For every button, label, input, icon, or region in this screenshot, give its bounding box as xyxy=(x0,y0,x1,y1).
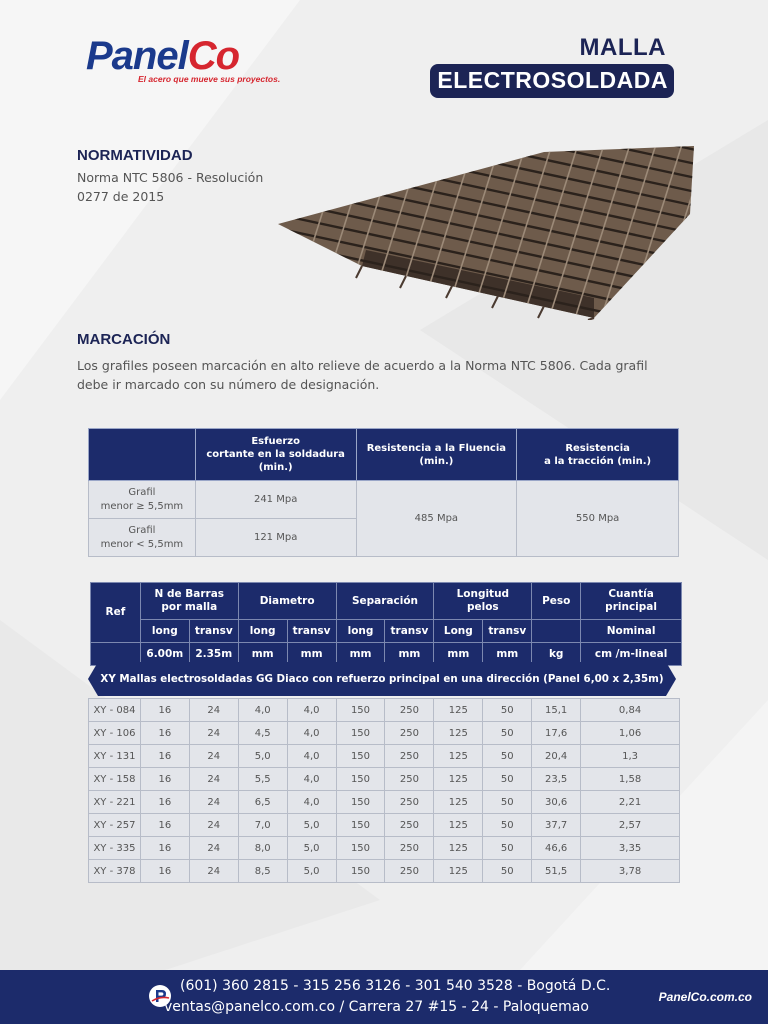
cell-barras-long: 16 xyxy=(140,791,189,814)
cell-barras-transv: 24 xyxy=(189,814,238,837)
cell-peso: 51,5 xyxy=(532,860,581,883)
cell-ref: XY - 378 xyxy=(89,860,141,883)
cell-barras-long: 16 xyxy=(140,722,189,745)
unit-kg: kg xyxy=(532,643,581,666)
cell-longitud-transv: 50 xyxy=(483,860,532,883)
unit-mm: mm xyxy=(385,643,434,666)
spec-row-cortante: 121 Mpa xyxy=(195,519,356,557)
cell-barras-long: 16 xyxy=(140,699,189,722)
welded-mesh-image xyxy=(276,138,696,320)
marcacion-line-2: debe ir marcado con su número de designación. xyxy=(77,377,380,392)
cell-longitud-transv: 50 xyxy=(483,722,532,745)
cell-separacion-transv: 250 xyxy=(385,768,434,791)
cell-separacion-transv: 250 xyxy=(385,699,434,722)
spec-header-traccion-l2: a la tracción (min.) xyxy=(544,455,652,467)
cell-diametro-long: 5,5 xyxy=(238,768,287,791)
spec-row-label xyxy=(89,481,196,519)
cell-diametro-long: 8,5 xyxy=(238,860,287,883)
unit-mm: mm xyxy=(336,643,385,666)
sub-transv: transv xyxy=(189,620,238,643)
cell-barras-transv: 24 xyxy=(189,745,238,768)
cell-ref: XY - 335 xyxy=(89,837,141,860)
cell-separacion-long: 150 xyxy=(336,837,385,860)
cell-peso: 46,6 xyxy=(532,837,581,860)
cell-ref: XY - 084 xyxy=(89,699,141,722)
col-longitud-l2: pelos xyxy=(466,601,499,613)
table-row xyxy=(89,814,680,837)
cell-diametro-long: 4,0 xyxy=(238,699,287,722)
cell-longitud-long: 125 xyxy=(434,768,483,791)
table-row xyxy=(89,860,680,883)
col-barras-l1: N de Barras xyxy=(154,588,225,600)
spec-fluencia-value: 485 Mpa xyxy=(356,481,517,557)
header-row-1 xyxy=(91,583,682,620)
spec-row-label-l2: menor ≥ 5,5mm xyxy=(100,500,184,512)
spec-header-fluencia-l1: Resistencia a la Fluencia xyxy=(366,442,507,454)
cell-cuantia: 3,78 xyxy=(581,860,680,883)
cell-barras-transv: 24 xyxy=(189,699,238,722)
cell-barras-long: 16 xyxy=(140,768,189,791)
cell-ref: XY - 257 xyxy=(89,814,141,837)
sub-long: long xyxy=(238,620,287,643)
table-row xyxy=(89,745,680,768)
unit-mm: mm xyxy=(238,643,287,666)
col-diametro: Diametro xyxy=(238,583,336,620)
normatividad-heading: NORMATIVIDAD xyxy=(77,147,193,164)
cell-diametro-transv: 4,0 xyxy=(287,791,336,814)
banner-text: XY Mallas electrosoldadas GG Diaco con refuerzo principal en una dirección (Panel 6,00 x 2,35m) xyxy=(100,673,664,685)
footer-email-address[interactable]: ventas@panelco.com.co / Carrera 27 #15 - 24 - Paloquemao xyxy=(164,999,589,1015)
table-row xyxy=(89,791,680,814)
cell-separacion-long: 150 xyxy=(336,768,385,791)
cell-separacion-transv: 250 xyxy=(385,860,434,883)
cell-diametro-transv: 4,0 xyxy=(287,722,336,745)
cell-barras-long: 16 xyxy=(140,837,189,860)
title-line-2: ELECTROSOLDADA xyxy=(430,64,674,98)
cell-diametro-transv: 5,0 xyxy=(287,837,336,860)
unit-transv: 2.35m xyxy=(189,643,238,666)
cell-separacion-long: 150 xyxy=(336,722,385,745)
cell-longitud-long: 125 xyxy=(434,722,483,745)
spec-row-label xyxy=(89,519,196,557)
cell-longitud-transv: 50 xyxy=(483,814,532,837)
cell-cuantia: 3,35 xyxy=(581,837,680,860)
normatividad-text xyxy=(77,168,263,206)
logo-wordmark xyxy=(86,36,280,76)
cell-diametro-long: 4,5 xyxy=(238,722,287,745)
cell-longitud-transv: 50 xyxy=(483,745,532,768)
title-line-1: MALLA xyxy=(579,34,666,61)
cell-cuantia: 1,3 xyxy=(581,745,680,768)
cell-longitud-long: 125 xyxy=(434,860,483,883)
cell-separacion-transv: 250 xyxy=(385,814,434,837)
cell-barras-transv: 24 xyxy=(189,860,238,883)
spec-row xyxy=(89,481,679,519)
spec-header-traccion xyxy=(517,429,679,481)
col-peso: Peso xyxy=(532,583,581,620)
unit-mm: mm xyxy=(287,643,336,666)
unit-mm: mm xyxy=(434,643,483,666)
col-longitud-l1: Longitud xyxy=(456,588,510,600)
col-cuantia xyxy=(581,583,682,620)
cell-separacion-transv: 250 xyxy=(385,837,434,860)
cell-separacion-long: 150 xyxy=(336,699,385,722)
spec-header-cortante-l2: cortante en la soldadura xyxy=(206,449,345,460)
normatividad-line-1: Norma NTC 5806 - Resolución xyxy=(77,170,264,185)
table-row xyxy=(89,768,680,791)
header-row-2 xyxy=(91,620,682,643)
spec-header-row xyxy=(89,429,679,481)
sub-empty xyxy=(532,620,581,643)
marcacion-text xyxy=(77,356,648,394)
col-separacion: Separación xyxy=(336,583,434,620)
cell-longitud-long: 125 xyxy=(434,791,483,814)
col-barras xyxy=(140,583,238,620)
spec-row-label-l1: Grafil xyxy=(128,524,156,536)
panelco-logo xyxy=(86,36,280,84)
mesh-table-body xyxy=(88,698,680,883)
marcacion-heading: MARCACIÓN xyxy=(77,331,171,348)
cell-barras-transv: 24 xyxy=(189,722,238,745)
sub-nominal: Nominal xyxy=(581,620,682,643)
cell-diametro-long: 7,0 xyxy=(238,814,287,837)
cell-barras-transv: 24 xyxy=(189,768,238,791)
cell-diametro-long: 8,0 xyxy=(238,837,287,860)
cell-ref: XY - 131 xyxy=(89,745,141,768)
cell-barras-long: 16 xyxy=(140,745,189,768)
cell-diametro-transv: 5,0 xyxy=(287,814,336,837)
col-cuantia-l1: Cuantía xyxy=(608,588,654,600)
spec-row-cortante: 241 Mpa xyxy=(195,481,356,519)
spec-header-cortante xyxy=(195,429,356,481)
cell-peso: 17,6 xyxy=(532,722,581,745)
cell-separacion-long: 150 xyxy=(336,791,385,814)
table-row xyxy=(89,722,680,745)
cell-diametro-long: 6,5 xyxy=(238,791,287,814)
spec-header-fluencia xyxy=(356,429,517,481)
cell-peso: 23,5 xyxy=(532,768,581,791)
cell-separacion-long: 150 xyxy=(336,860,385,883)
cell-longitud-long: 125 xyxy=(434,745,483,768)
spec-header-fluencia-l2: (min.) xyxy=(419,455,454,467)
cell-peso: 37,7 xyxy=(532,814,581,837)
unit-mm: mm xyxy=(483,643,532,666)
cell-longitud-long: 125 xyxy=(434,814,483,837)
cell-longitud-long: 125 xyxy=(434,699,483,722)
cell-separacion-long: 150 xyxy=(336,814,385,837)
cell-diametro-transv: 4,0 xyxy=(287,768,336,791)
footer-website-link[interactable]: PanelCo.com.co xyxy=(658,990,752,1004)
cell-cuantia: 1,06 xyxy=(581,722,680,745)
col-barras-l2: por malla xyxy=(161,601,218,613)
cell-peso: 20,4 xyxy=(532,745,581,768)
cell-longitud-long: 125 xyxy=(434,837,483,860)
spec-header-empty xyxy=(89,429,196,481)
marcacion-line-1: Los grafiles poseen marcación en alto relieve de acuerdo a la Norma NTC 5806. Cada grafil xyxy=(77,358,648,373)
cell-longitud-transv: 50 xyxy=(483,837,532,860)
cell-barras-long: 16 xyxy=(140,860,189,883)
cell-diametro-long: 5,0 xyxy=(238,745,287,768)
unit-long: 6.00m xyxy=(140,643,189,666)
sub-long: Long xyxy=(434,620,483,643)
sub-transv: transv xyxy=(483,620,532,643)
sub-long: long xyxy=(140,620,189,643)
cell-cuantia: 0,84 xyxy=(581,699,680,722)
cell-barras-long: 16 xyxy=(140,814,189,837)
sub-long: long xyxy=(336,620,385,643)
cell-longitud-transv: 50 xyxy=(483,791,532,814)
contact-footer xyxy=(0,970,768,1024)
cell-separacion-long: 150 xyxy=(336,745,385,768)
table-row xyxy=(89,699,680,722)
cell-diametro-transv: 4,0 xyxy=(287,699,336,722)
sub-transv: transv xyxy=(385,620,434,643)
table-row xyxy=(89,837,680,860)
cell-barras-transv: 24 xyxy=(189,837,238,860)
cell-longitud-transv: 50 xyxy=(483,768,532,791)
cell-ref: XY - 106 xyxy=(89,722,141,745)
mechanical-properties-table xyxy=(88,428,679,557)
cell-ref: XY - 221 xyxy=(89,791,141,814)
logo-word-co: Co xyxy=(187,34,240,78)
spec-header-cortante-l1: Esfuerzo xyxy=(251,436,300,447)
product-line-banner xyxy=(88,662,676,696)
sub-transv: transv xyxy=(287,620,336,643)
col-cuantia-l2: principal xyxy=(605,601,657,613)
logo-tagline: El acero que mueve sus proyectos. xyxy=(138,74,281,84)
cell-barras-transv: 24 xyxy=(189,791,238,814)
cell-separacion-transv: 250 xyxy=(385,745,434,768)
logo-word-panel: Panel xyxy=(86,34,188,78)
cell-cuantia: 2,57 xyxy=(581,814,680,837)
cell-diametro-transv: 5,0 xyxy=(287,860,336,883)
spec-row-label-l2: menor < 5,5mm xyxy=(100,538,184,550)
cell-separacion-transv: 250 xyxy=(385,722,434,745)
cell-separacion-transv: 250 xyxy=(385,791,434,814)
mesh-table-header xyxy=(90,582,682,666)
normatividad-line-2: 0277 de 2015 xyxy=(77,189,165,204)
col-ref: Ref xyxy=(91,583,141,643)
unit-cuantia: cm /m-lineal xyxy=(581,643,682,666)
spec-traccion-value: 550 Mpa xyxy=(517,481,679,557)
spec-header-cortante-l3: (min.) xyxy=(258,462,293,473)
footer-phones: (601) 360 2815 - 315 256 3126 - 301 540 3528 - Bogotá D.C. xyxy=(180,978,611,994)
cell-longitud-transv: 50 xyxy=(483,699,532,722)
cell-peso: 15,1 xyxy=(532,699,581,722)
mesh-table-rows xyxy=(89,699,680,883)
spec-row-label-l1: Grafil xyxy=(128,486,156,498)
cell-cuantia: 2,21 xyxy=(581,791,680,814)
cell-cuantia: 1,58 xyxy=(581,768,680,791)
cell-diametro-transv: 4,0 xyxy=(287,745,336,768)
cell-ref: XY - 158 xyxy=(89,768,141,791)
col-longitud xyxy=(434,583,532,620)
spec-header-traccion-l1: Resistencia xyxy=(565,442,630,454)
cell-peso: 30,6 xyxy=(532,791,581,814)
